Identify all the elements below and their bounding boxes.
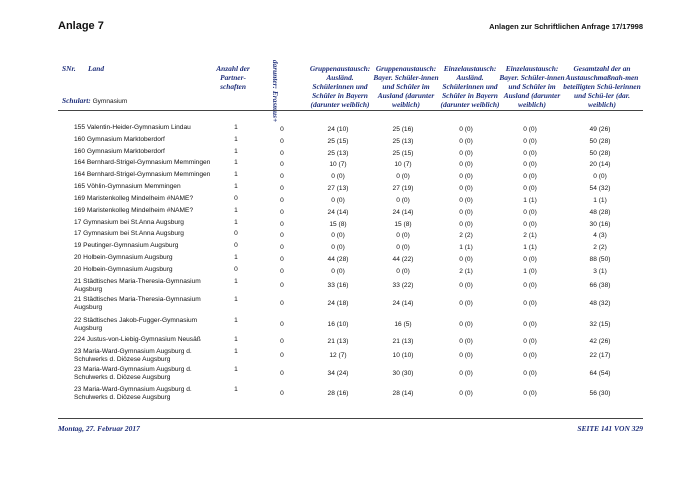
cell-grp-ausl: 0 (0): [331, 197, 345, 204]
cell-grp-bay: 24 (14): [392, 209, 414, 216]
footer-rule: [58, 418, 643, 419]
cell-grp-ausl: 15 (8): [329, 221, 347, 228]
cell-school: 17 Gymnasium bei St.Anna Augsburg: [74, 230, 184, 237]
cell-partner: 1: [234, 366, 238, 373]
cell-ein-bay: 0 (0): [523, 282, 537, 289]
cell-ein-bay: 0 (0): [523, 390, 537, 397]
cell-grp-bay: 24 (14): [392, 300, 414, 307]
cell-grp-bay: 33 (22): [392, 282, 414, 289]
cell-grp-bay: 28 (14): [392, 390, 414, 397]
cell-gesamt: 88 (50): [589, 256, 611, 263]
cell-grp-bay: 25 (13): [392, 138, 414, 145]
cell-ein-ausl: 1 (1): [459, 244, 473, 251]
cell-ein-bay: 0 (0): [523, 161, 537, 168]
cell-grp-ausl: 28 (16): [327, 390, 349, 397]
col-ein-bay: Einzelaustausch: Bayer. Schüler-innen und Schüler im Ausland (darunter weiblich): [499, 64, 565, 109]
footer-date: Montag, 27. Februar 2017: [58, 424, 140, 433]
cell-ein-ausl: 2 (2): [459, 232, 473, 239]
cell-school: 21 Städtisches Maria-Theresia-Gymnasium Augsburg: [74, 278, 201, 293]
cell-ein-ausl: 0 (0): [459, 221, 473, 228]
cell-grp-ausl: 34 (24): [327, 370, 349, 377]
header-rule: [58, 110, 643, 111]
cell-ein-bay: 0 (0): [523, 300, 537, 307]
cell-grp-ausl: 12 (7): [329, 352, 347, 359]
cell-grp-bay: 16 (5): [394, 321, 412, 328]
cell-school: 22 Städtisches Jakob-Fugger-Gymnasium Augsburg: [74, 317, 198, 332]
cell-partner: 1: [234, 207, 238, 214]
cell-school: 23 Maria-Ward-Gymnasium Augsburg d. Schulwerks d. Diözese Augsburg: [74, 348, 192, 363]
cell-erasmus: 0: [280, 300, 284, 307]
cell-school: 164 Bernhard-Strigel-Gymnasium Memmingen: [74, 159, 211, 166]
cell-erasmus: 0: [280, 338, 284, 345]
cell-erasmus: 0: [280, 282, 284, 289]
cell-school: 20 Holbein-Gymnasium Augsburg: [74, 254, 173, 261]
cell-ein-ausl: 0 (0): [459, 126, 473, 133]
cell-ein-bay: 0 (0): [523, 138, 537, 145]
cell-gesamt: 48 (28): [589, 209, 611, 216]
cell-partner: 1: [234, 171, 238, 178]
cell-erasmus: 0: [280, 138, 284, 145]
cell-grp-bay: 0 (0): [396, 244, 410, 251]
col-grp-ausl: Gruppenaustausch: Ausländ. Schülerinnen und Schüler in Bayern (darunter weiblich): [309, 64, 371, 109]
cell-ein-ausl: 0 (0): [459, 282, 473, 289]
col-gesamt: Gesamtzahl der an Austauschmaßnah-men beteiligten Schü-lerinnen und Schü-ler (dar. weiblich): [563, 64, 641, 109]
cell-ein-bay: 0 (0): [523, 126, 537, 133]
col-land: Land: [88, 64, 105, 73]
cell-school: 23 Maria-Ward-Gymnasium Augsburg d. Schulwerks d. Diözese Augsburg: [74, 366, 192, 381]
cell-grp-ausl: 16 (10): [327, 321, 349, 328]
cell-gesamt: 3 (1): [593, 268, 607, 275]
cell-grp-ausl: 25 (13): [327, 150, 349, 157]
cell-gesamt: 54 (32): [589, 185, 611, 192]
cell-erasmus: 0: [280, 352, 284, 359]
cell-grp-bay: 10 (10): [392, 352, 414, 359]
cell-erasmus: 0: [280, 268, 284, 275]
cell-gesamt: 64 (54): [589, 370, 611, 377]
cell-gesamt: 32 (15): [589, 321, 611, 328]
cell-erasmus: 0: [280, 232, 284, 239]
cell-gesamt: 49 (26): [589, 126, 611, 133]
cell-ein-bay: 0 (0): [523, 221, 537, 228]
cell-grp-ausl: 25 (15): [327, 138, 349, 145]
cell-school: 155 Valentin-Heider-Gymnasium Lindau: [74, 124, 191, 131]
cell-ein-bay: 0 (0): [523, 173, 537, 180]
cell-school: 23 Maria-Ward-Gymnasium Augsburg d. Schulwerks d. Diözese Augsburg: [74, 386, 192, 401]
cell-grp-ausl: 24 (18): [327, 300, 349, 307]
cell-gesamt: 0 (0): [593, 173, 607, 180]
cell-gesamt: 2 (2): [593, 244, 607, 251]
cell-grp-ausl: 10 (7): [329, 161, 347, 168]
cell-grp-ausl: 0 (0): [331, 268, 345, 275]
cell-gesamt: 48 (32): [589, 300, 611, 307]
cell-erasmus: 0: [280, 209, 284, 216]
cell-partner: 1: [234, 183, 238, 190]
cell-school: 160 Gymnasium Marktoberdorf: [74, 148, 165, 155]
cell-partner: 1: [234, 296, 238, 303]
cell-school: 165 Vöhlin-Gymnasium Memmingen: [74, 183, 181, 190]
cell-ein-bay: 0 (0): [523, 321, 537, 328]
cell-partner: 1: [234, 148, 238, 155]
cell-school: 17 Gymnasium bei St.Anna Augsburg: [74, 219, 184, 226]
cell-ein-bay: 1 (0): [523, 268, 537, 275]
cell-ein-bay: 0 (0): [523, 370, 537, 377]
cell-ein-bay: 0 (0): [523, 209, 537, 216]
cell-grp-ausl: 27 (13): [327, 185, 349, 192]
cell-grp-bay: 27 (19): [392, 185, 414, 192]
cell-ein-ausl: 2 (1): [459, 268, 473, 275]
cell-erasmus: 0: [280, 321, 284, 328]
cell-gesamt: 56 (30): [589, 390, 611, 397]
cell-school: 21 Städtisches Maria-Theresia-Gymnasium Augsburg: [74, 296, 201, 311]
cell-ein-ausl: 0 (0): [459, 161, 473, 168]
cell-ein-ausl: 0 (0): [459, 338, 473, 345]
cell-gesamt: 1 (1): [593, 197, 607, 204]
cell-grp-bay: 44 (22): [392, 256, 414, 263]
cell-school: 224 Justus-von-Liebig-Gymnasium Neusäß: [74, 336, 201, 343]
cell-grp-bay: 30 (30): [392, 370, 414, 377]
cell-ein-ausl: 0 (0): [459, 256, 473, 263]
cell-gesamt: 42 (26): [589, 338, 611, 345]
cell-erasmus: 0: [280, 126, 284, 133]
cell-school: 169 Maristenkolleg Mindelheim #NAME?: [74, 195, 194, 202]
cell-erasmus: 0: [280, 197, 284, 204]
cell-ein-ausl: 0 (0): [459, 209, 473, 216]
col-ein-ausl: Einzelaustausch: Ausländ. Schülerinnen und Schüler in Bayern (darunter weiblich): [440, 64, 500, 109]
cell-ein-bay: 1 (1): [523, 244, 537, 251]
cell-ein-ausl: 0 (0): [459, 300, 473, 307]
col-partner: Anzahl der Partner-schaften: [216, 64, 250, 91]
cell-gesamt: 4 (3): [593, 232, 607, 239]
cell-ein-ausl: 0 (0): [459, 138, 473, 145]
cell-grp-bay: 0 (0): [396, 232, 410, 239]
cell-grp-bay: 0 (0): [396, 197, 410, 204]
cell-erasmus: 0: [280, 150, 284, 157]
cell-partner: 1: [234, 386, 238, 393]
col-erasmus: darunter: Erasmus+: [271, 59, 280, 123]
schulart-label: Schulart:: [62, 96, 91, 105]
schulart-value: Gymnasium: [92, 98, 128, 105]
cell-grp-ausl: 24 (14): [327, 209, 349, 216]
cell-partner: 0: [234, 195, 238, 202]
cell-grp-bay: 0 (0): [396, 173, 410, 180]
cell-partner: 1: [234, 254, 238, 261]
cell-grp-bay: 25 (15): [392, 150, 414, 157]
cell-ein-ausl: 0 (0): [459, 150, 473, 157]
cell-ein-bay: 0 (0): [523, 185, 537, 192]
cell-ein-ausl: 0 (0): [459, 185, 473, 192]
cell-ein-ausl: 0 (0): [459, 352, 473, 359]
cell-partner: 1: [234, 336, 238, 343]
cell-ein-ausl: 0 (0): [459, 321, 473, 328]
col-erasmus-wrap: [267, 59, 283, 123]
footer-page: SEITE 141 VON 329: [577, 424, 643, 433]
cell-partner: 1: [234, 219, 238, 226]
cell-gesamt: 30 (16): [589, 221, 611, 228]
cell-partner: 1: [234, 278, 238, 285]
cell-school: 20 Holbein-Gymnasium Augsburg: [74, 266, 173, 273]
cell-gesamt: 50 (28): [589, 150, 611, 157]
cell-partner: 0: [234, 242, 238, 249]
cell-ein-ausl: 0 (0): [459, 390, 473, 397]
cell-gesamt: 50 (28): [589, 138, 611, 145]
cell-erasmus: 0: [280, 173, 284, 180]
cell-partner: 1: [234, 317, 238, 324]
cell-grp-ausl: 33 (16): [327, 282, 349, 289]
page-header-left: Anlage 7: [58, 20, 104, 32]
cell-erasmus: 0: [280, 161, 284, 168]
col-snr: SNr.: [62, 64, 76, 73]
cell-school: 160 Gymnasium Marktoberdorf: [74, 136, 165, 143]
cell-erasmus: 0: [280, 185, 284, 192]
cell-grp-bay: 21 (13): [392, 338, 414, 345]
cell-erasmus: 0: [280, 370, 284, 377]
cell-erasmus: 0: [280, 256, 284, 263]
cell-grp-bay: 15 (8): [394, 221, 412, 228]
cell-partner: 1: [234, 124, 238, 131]
cell-erasmus: 0: [280, 244, 284, 251]
cell-grp-bay: 10 (7): [394, 161, 412, 168]
cell-school: 19 Peutinger-Gymnasium Augsburg: [74, 242, 179, 249]
cell-grp-ausl: 24 (10): [327, 126, 349, 133]
cell-grp-ausl: 0 (0): [331, 232, 345, 239]
cell-ein-bay: 2 (1): [523, 232, 537, 239]
cell-gesamt: 66 (38): [589, 282, 611, 289]
cell-grp-bay: 25 (16): [392, 126, 414, 133]
cell-gesamt: 20 (14): [589, 161, 611, 168]
cell-ein-ausl: 0 (0): [459, 197, 473, 204]
cell-partner: 1: [234, 348, 238, 355]
cell-school: 169 Maristenkolleg Mindelheim #NAME?: [74, 207, 194, 214]
cell-partner: 1: [234, 136, 238, 143]
cell-ein-bay: 1 (1): [523, 197, 537, 204]
cell-erasmus: 0: [280, 221, 284, 228]
cell-school: 164 Bernhard-Strigel-Gymnasium Memmingen: [74, 171, 211, 178]
cell-grp-bay: 0 (0): [396, 268, 410, 275]
cell-partner: 1: [234, 159, 238, 166]
cell-ein-bay: 0 (0): [523, 338, 537, 345]
cell-grp-ausl: 21 (13): [327, 338, 349, 345]
cell-grp-ausl: 44 (28): [327, 256, 349, 263]
cell-erasmus: 0: [280, 390, 284, 397]
cell-partner: 0: [234, 266, 238, 273]
cell-ein-bay: 0 (0): [523, 150, 537, 157]
col-grp-bay: Gruppenaustausch: Bayer. Schüler-innen und Schüler im Ausland (darunter weiblich): [373, 64, 439, 109]
cell-grp-ausl: 0 (0): [331, 244, 345, 251]
cell-grp-ausl: 0 (0): [331, 173, 345, 180]
cell-ein-ausl: 0 (0): [459, 370, 473, 377]
cell-ein-bay: 0 (0): [523, 256, 537, 263]
cell-gesamt: 22 (17): [589, 352, 611, 359]
cell-ein-ausl: 0 (0): [459, 173, 473, 180]
cell-partner: 0: [234, 230, 238, 237]
schulart: [62, 96, 127, 105]
page-header-right: Anlagen zur Schriftlichen Anfrage 17/17998: [489, 22, 643, 31]
cell-ein-bay: 0 (0): [523, 352, 537, 359]
